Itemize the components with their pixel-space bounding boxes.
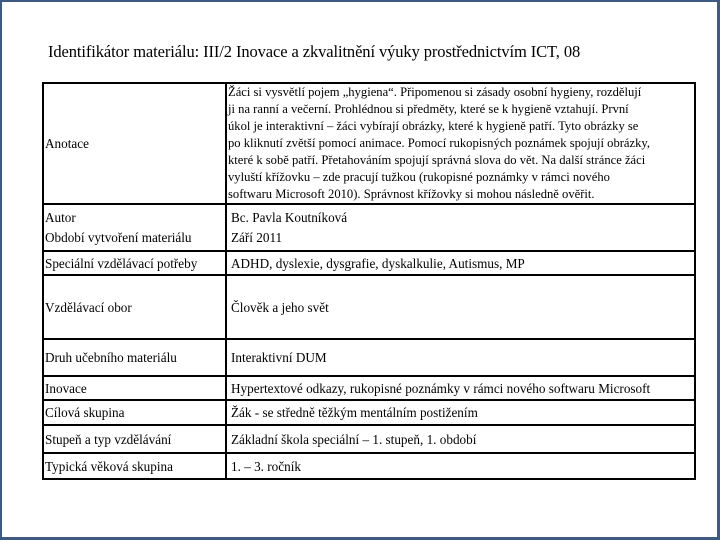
label-druh-materialu: Druh učebního materiálu [43,339,226,376]
table-row-stupen-typ [43,425,695,453]
label-inovace: Inovace [43,376,226,400]
anotace-line: úkol je interaktivní – žáci vybírají obrázky, které k hygieně patří. Tyto obrázky se [228,119,639,133]
anotace-line: Žáci si vysvětlí pojem „hygiena“. Připomenou si zásady osobní hygieny, rozdělují [228,85,642,99]
material-info-table [42,82,696,480]
value-autor-obdobi [226,204,695,251]
value-stupen-typ: Základní škola speciální – 1. stupeň, 1. období [226,425,695,453]
anotace-line: vyluští křížovku – zde pracují tužkou (rukopisné poznámky v rámci nového [228,170,610,184]
value-vzdelavaci-obor: Člověk a jeho svět [226,275,695,339]
table-row-cilova-skupina [43,400,695,425]
table-row-vekova-skupina [43,453,695,479]
material-identifier-title: Identifikátor materiálu: III/2 Inovace a zkvalitnění výuky prostřednictvím ICT, 08 [48,42,581,61]
table-row-inovace [43,376,695,400]
value-vekova-skupina: 1. – 3. ročník [226,453,695,479]
label-anotace: Anotace [43,83,226,204]
table-row-autor [43,204,695,251]
label-autor-obdobi [43,204,226,251]
label-vzdelavaci-obor: Vzdělávací obor [43,275,226,339]
value-autor: Bc. Pavla Koutníková [231,209,348,225]
table-row-vzdelavaci-obor [43,275,695,339]
anotace-line: po kliknutí zvětší pomocí animace. Pomocí rukopisných poznámek spojují obrázky, [228,136,651,150]
label-stupen-typ: Stupeň a typ vzdělávání [43,425,226,453]
label-vekova-skupina: Typická věková skupina [43,453,226,479]
table-row-druh-materialu [43,339,695,376]
value-obdobi: Září 2011 [231,229,283,245]
value-druh-materialu: Interaktivní DUM [226,339,695,376]
value-cilova-skupina: Žák - se středně těžkým mentálním postižením [226,400,695,425]
anotace-line: ji na ranní a večerní. Prohlédnou si předměty, které se k hygieně vztahují. První [228,102,629,116]
label-autor: Autor [45,209,76,225]
table-row-anotace [43,83,695,204]
value-specialni-potreby: ADHD, dyslexie, dysgrafie, dyskalkulie, Autismus, MP [226,251,695,275]
label-cilova-skupina: Cílová skupina [43,400,226,425]
label-obdobi: Období vytvoření materiálu [45,229,192,245]
table-row-specialni-potreby [43,251,695,275]
label-specialni-potreby: Speciální vzdělávací potřeby [43,251,226,275]
anotace-line: které k sobě patří. Přetahováním spojují správná slova do vět. Na další stránce žáci [228,153,646,167]
value-anotace [226,83,695,204]
value-inovace: Hypertextové odkazy, rukopisné poznámky v rámci nového softwaru Microsoft [226,376,695,400]
anotace-line: softwaru Microsoft 2010). Správnost křížovky si mohou následně ověřit. [228,187,595,201]
